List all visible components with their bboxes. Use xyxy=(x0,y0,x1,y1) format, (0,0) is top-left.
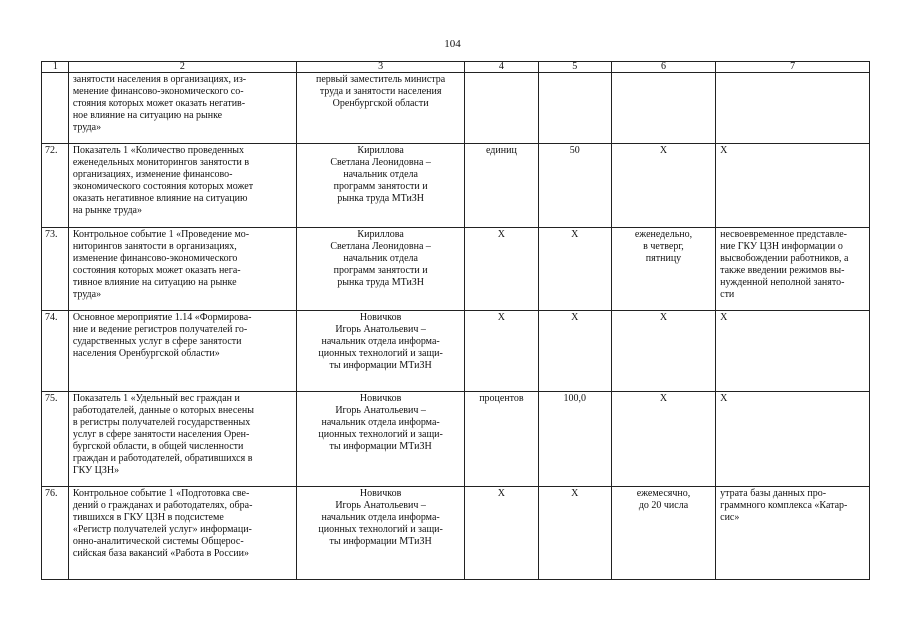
row-name: занятости населения в организациях, из- менение финансово-экономического со- стояния которых может оказать негатив- ное влияние на ситуацию на рынке труда» xyxy=(68,73,296,144)
header-col-5: 5 xyxy=(538,62,611,73)
row-term: ежемесячно, до 20 числа xyxy=(611,487,715,580)
row-name: Основное мероприятие 1.14 «Формирова- ние и ведение регистров получателей го- сударственных услуг в сфере занятости населения Оренбургской области» xyxy=(68,311,296,392)
row-number: 74. xyxy=(42,311,69,392)
row-risk: несвоевременное представле- ние ГКУ ЦЗН информации о высвобождении работников, а также введении режимов вы- нужденной неполной занято- сти xyxy=(716,228,870,311)
table-row xyxy=(42,392,870,487)
row-responsible: Новичков Игорь Анатольевич – начальник отдела информа- ционных технологий и защи- ты информации МТиЗН xyxy=(296,487,464,580)
header-col-1: 1 xyxy=(42,62,69,73)
row-value: 100,0 xyxy=(538,392,611,487)
row-unit: Х xyxy=(465,228,538,311)
header-col-7: 7 xyxy=(716,62,870,73)
row-name: Контрольное событие 1 «Подготовка све- дений о гражданах и работодателях, обра- тившихся в ГКУ ЦЗН в подсистеме «Регистр получателей услуг» информаци- онно-аналитической системы Общерос- сийская база вакансий «Работа в России» xyxy=(68,487,296,580)
row-number xyxy=(42,73,69,144)
row-name: Показатель 1 «Количество проведенных еженедельных мониторингов занятости в организациях, изменение финансово- экономического состояния которых может оказать негативное влияние на ситуацию на рынке труда» xyxy=(68,144,296,228)
row-value xyxy=(538,73,611,144)
row-responsible: Новичков Игорь Анатольевич – начальник отдела информа- ционных технологий и защи- ты информации МТиЗН xyxy=(296,392,464,487)
row-value: Х xyxy=(538,487,611,580)
row-number: 72. xyxy=(42,144,69,228)
row-unit: Х xyxy=(465,487,538,580)
row-term: Х xyxy=(611,392,715,487)
row-responsible: первый заместитель министра труда и занятости населения Оренбургской области xyxy=(296,73,464,144)
table-row xyxy=(42,73,870,144)
row-risk: Х xyxy=(716,144,870,228)
table-row xyxy=(42,144,870,228)
header-col-3: 3 xyxy=(296,62,464,73)
header-col-6: 6 xyxy=(611,62,715,73)
row-risk: Х xyxy=(716,311,870,392)
row-unit: Х xyxy=(465,311,538,392)
row-term: еженедельно, в четверг, пятницу xyxy=(611,228,715,311)
header-col-2: 2 xyxy=(68,62,296,73)
page-number: 104 xyxy=(444,38,461,50)
row-responsible: Кириллова Светлана Леонидовна – начальник отдела программ занятости и рынка труда МТиЗН xyxy=(296,228,464,311)
row-risk: утрата базы данных про- граммного комплекса «Катар- сис» xyxy=(716,487,870,580)
row-term: Х xyxy=(611,311,715,392)
row-name: Показатель 1 «Удельный вес граждан и работодателей, данные о которых внесены в регистры получателей государственных услуг в сфере занятости населения Орен- бургской области, в общей численности граждан и работодателей, обратившихся в ГКУ ЦЗН» xyxy=(68,392,296,487)
row-value: Х xyxy=(538,228,611,311)
row-unit: процентов xyxy=(465,392,538,487)
row-risk: Х xyxy=(716,392,870,487)
row-responsible: Новичков Игорь Анатольевич – начальник отдела информа- ционных технологий и защи- ты информации МТиЗН xyxy=(296,311,464,392)
row-number: 76. xyxy=(42,487,69,580)
row-unit xyxy=(465,73,538,144)
row-number: 75. xyxy=(42,392,69,487)
table-row xyxy=(42,228,870,311)
plan-table xyxy=(41,61,870,580)
row-name: Контрольное событие 1 «Проведение мо- ниторингов занятости в организациях, изменение финансово-экономического состояния которых может оказать нега- тивное влияние на ситуацию на рынке труда» xyxy=(68,228,296,311)
row-unit: единиц xyxy=(465,144,538,228)
table-row xyxy=(42,487,870,580)
row-risk xyxy=(716,73,870,144)
row-term: Х xyxy=(611,144,715,228)
row-number: 73. xyxy=(42,228,69,311)
header-row xyxy=(42,62,870,73)
header-col-4: 4 xyxy=(465,62,538,73)
row-term xyxy=(611,73,715,144)
row-responsible: Кириллова Светлана Леонидовна – начальник отдела программ занятости и рынка труда МТиЗН xyxy=(296,144,464,228)
table-row xyxy=(42,311,870,392)
row-value: 50 xyxy=(538,144,611,228)
row-value: Х xyxy=(538,311,611,392)
